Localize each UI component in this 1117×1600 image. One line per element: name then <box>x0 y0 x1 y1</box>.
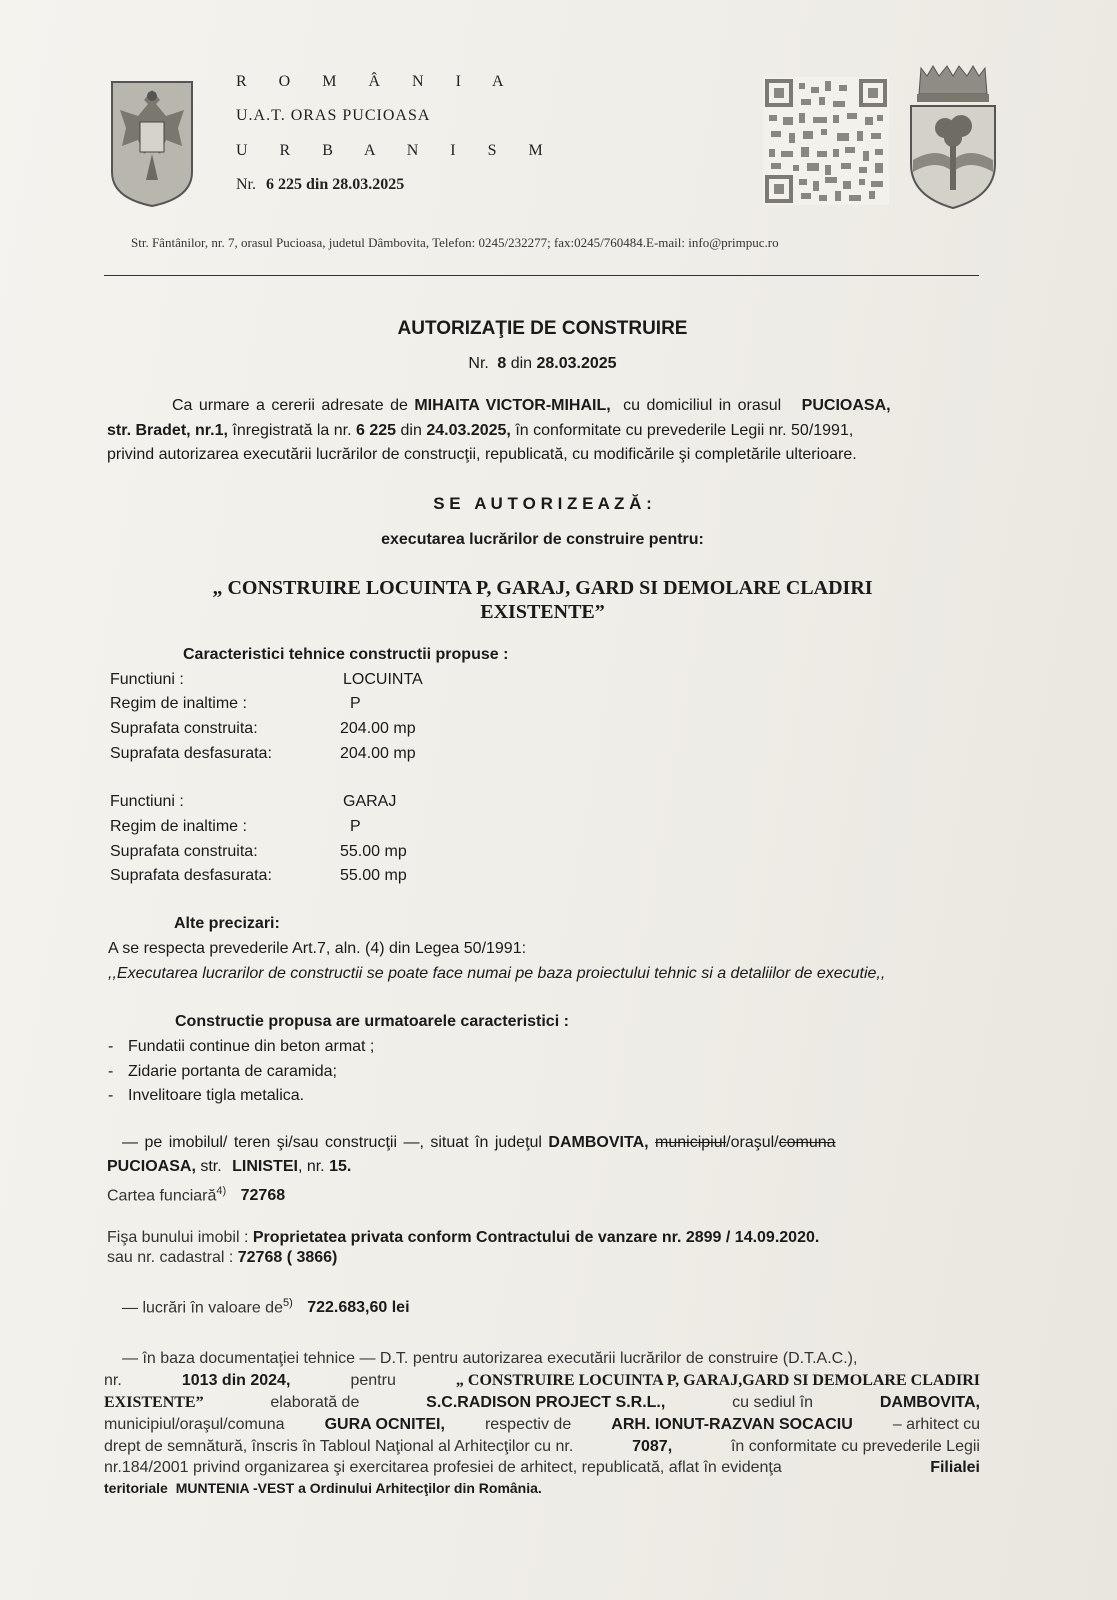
intro-text: în conformitate cu prevederile Legii nr. 50/1991, <box>515 422 854 439</box>
block2-regim-label: Regim de inaltime : <box>110 818 247 835</box>
architect-registry-number: 7087, <box>632 1438 673 1455</box>
applicant-street: str. Bradet, nr.1, <box>107 422 228 439</box>
baza-line-5 <box>104 1438 980 1456</box>
nr-cadastral <box>107 1249 337 1267</box>
imobil-city: PUCIOASA, <box>107 1158 196 1175</box>
baza-text-bold: a Ordinului Arhitecţilor din România. <box>298 1480 542 1496</box>
baza-line-1: — în baza documentaţiei tehnice — D.T. pentru autorizarea executării lucrărilor de construire (D.T.A.C.), <box>122 1350 858 1367</box>
baza-text: în conformitate cu prevederile Legii <box>730 1438 980 1455</box>
doc-nr-number: 8 <box>497 355 507 372</box>
list-item: - Zidarie portanta de caramida; <box>108 1063 337 1080</box>
list-item: - Fundatii continue din beton armat ; <box>108 1038 375 1055</box>
fisa-value: Proprietatea privata conform Contractului de vanzare nr. 2899 / 14.09.2020. <box>252 1229 820 1246</box>
intro-text: din <box>400 422 422 439</box>
baza-line-2 <box>104 1372 980 1390</box>
project-title-line-2: EXISTENTE” <box>480 601 605 623</box>
alte-precizari-title: Alte precizari: <box>174 915 280 932</box>
baza-line-3 <box>104 1394 980 1412</box>
header-address: Str. Fântânilor, nr. 7, orasul Pucioasa, judetul Dâmbovita, Telefon: 0245/232277; fax:0245/760484.E-mail: info@primpuc.ro <box>131 235 779 250</box>
list-item-text: Zidarie portanta de caramida; <box>128 1063 337 1080</box>
intro-text: cu domiciliul in orasul <box>623 397 782 414</box>
architect-name: ARH. IONUT-RAZVAN SOCACIU <box>611 1416 853 1433</box>
intro-text: înregistrată la nr. <box>232 422 352 439</box>
baza-text: elaborată de <box>270 1394 360 1411</box>
doc-nr-din: din <box>510 355 533 372</box>
imobil-str: str. <box>200 1158 222 1175</box>
fisa-bunului <box>107 1229 819 1247</box>
imobil-comuna-struck: comuna <box>778 1134 836 1151</box>
list-item-text: Invelitoare tigla metalica. <box>128 1087 305 1104</box>
imobil-oras: /oraşul/ <box>726 1134 779 1151</box>
lucrari-label: — lucrări în valoare de <box>122 1299 283 1317</box>
executarea-subheading: executarea lucrărilor de construire pentru: <box>381 531 704 548</box>
header-nr-label: Nr. <box>236 176 256 193</box>
block2-functiuni-value: GARAJ <box>343 793 397 810</box>
block1-sd-label: Suprafata desfasurata: <box>110 745 272 762</box>
applicant-name: MIHAITA VICTOR-MIHAIL, <box>414 397 611 414</box>
list-item-text: Fundatii continue din beton armat ; <box>128 1038 375 1055</box>
romania-coat-of-arms-icon <box>108 76 196 208</box>
se-autorizeaza-heading: S E A U T O R I Z E A Z Ă : <box>433 494 652 513</box>
baza-line-4 <box>104 1416 980 1434</box>
pucioasa-coat-of-arms-icon <box>907 64 999 210</box>
block1-sc-label: Suprafata construita: <box>110 720 258 737</box>
block1-sd-value: 204.00 mp <box>340 745 416 762</box>
block1-functiuni-label: Functiuni : <box>110 671 184 688</box>
baza-text: drept de semnătură, înscris în Tabloul Naţional al Arhitecţilor cu nr. <box>104 1438 574 1455</box>
baza-text: nr.184/2001 privind organizarea şi exercitarea profesiei de arhitect, republicată, aflat în evidenţa <box>104 1459 782 1476</box>
cadastral-value: 72768 ( 3866) <box>237 1249 338 1266</box>
tech-characteristics-title: Caracteristici tehnice constructii propuse : <box>183 646 509 663</box>
registration-number: 6 225 <box>356 422 397 439</box>
registration-date: 24.03.2025, <box>426 422 511 439</box>
baza-line-7 <box>104 1480 542 1496</box>
cartea-value: 72768 <box>240 1187 286 1205</box>
baza-text: – arhitect cu <box>892 1416 980 1433</box>
block1-regim-value: P <box>350 695 361 712</box>
branch-name: MUNTENIA -VEST <box>175 1480 295 1496</box>
dtac-project-title: „ CONSTRUIRE LOCUINTA P, GARAJ,GARD SI DEMOLARE CLADIRI <box>455 1372 980 1389</box>
block2-functiuni-label: Functiuni : <box>110 793 184 810</box>
fisa-label: Fişa bunului imobil : <box>107 1229 249 1246</box>
imobil-nr-value: 15. <box>329 1158 352 1175</box>
baza-text-bold: teritoriale <box>104 1480 168 1496</box>
header-department: U R B A N I S M <box>236 142 557 159</box>
intro-line-1 <box>172 397 891 415</box>
alte-precizari-line-1: A se respecta prevederile Art.7, aln. (4) din Legea 50/1991: <box>108 940 527 957</box>
lucrari-footnote: 5) <box>282 1297 293 1309</box>
doc-nr-date: 28.03.2025 <box>536 355 617 372</box>
baza-text: municipiul/oraşul/comuna <box>104 1416 285 1433</box>
document-number <box>0 355 1085 373</box>
dtac-number: 1013 din 2024, <box>181 1372 291 1389</box>
header-nr-value: 6 225 din 28.03.2025 <box>266 176 405 193</box>
block1-functiuni-value: LOCUINTA <box>343 671 423 688</box>
designer-judet: DAMBOVITA, <box>879 1394 980 1411</box>
applicant-city: PUCIOASA, <box>801 397 891 414</box>
block2-sc-value: 55.00 mp <box>340 843 407 860</box>
imobil-judet: DAMBOVITA, <box>548 1134 649 1151</box>
baza-text: cu sediul în <box>732 1394 814 1411</box>
project-title-line-1: „ CONSTRUIRE LOCUINTA P, GARAJ, GARD SI DEMOLARE CLADIRI <box>212 577 873 599</box>
imobil-line-1 <box>122 1134 836 1152</box>
caracteristici-title: Constructie propusa are urmatoarele caracteristici : <box>175 1013 569 1030</box>
header-divider <box>104 275 979 276</box>
imobil-line-2 <box>107 1158 351 1176</box>
baza-text: pentru <box>350 1372 396 1389</box>
cartea-footnote: 4) <box>216 1185 227 1197</box>
designer-locality: GURA OCNITEI, <box>324 1416 445 1433</box>
imobil-nr: , nr. <box>297 1158 325 1175</box>
qr-code-icon <box>763 77 889 205</box>
cadastral-label: sau nr. cadastral : <box>107 1249 234 1266</box>
intro-line-2 <box>107 422 853 440</box>
imobil-municipiu-struck: municipiul <box>655 1134 727 1151</box>
block1-regim-label: Regim de inaltime : <box>110 695 247 712</box>
baza-text: nr. <box>104 1372 122 1389</box>
intro-line-3: privind autorizarea executării lucrărilor de construcţii, republicată, cu modificările şi completările ulterioare. <box>107 446 857 463</box>
header-registration <box>236 176 404 194</box>
alte-precizari-quote: ,,Executarea lucrarilor de constructii se poate face numai pe baza proiectului tehnic si a detaliilor de executie,, <box>108 965 886 982</box>
cartea-label: Cartea funciară <box>107 1187 217 1205</box>
header-uat: U.A.T. ORAS PUCIOASA <box>236 107 431 124</box>
header-country: R O M Â N I A <box>236 73 518 90</box>
imobil-text: — pe imobilul/ teren şi/sau construcţii —, situat în judeţul <box>122 1134 542 1151</box>
baza-line-6 <box>104 1459 980 1477</box>
block2-sc-label: Suprafata construita: <box>110 843 258 860</box>
page-title: AUTORIZAŢIE DE CONSTRUIRE <box>397 318 688 339</box>
intro-text: Ca urmare a cererii adresate de <box>172 397 408 414</box>
imobil-street: LINISTEI <box>232 1158 298 1175</box>
doc-nr-prefix: Nr. <box>468 355 489 372</box>
block2-sd-value: 55.00 mp <box>340 867 407 884</box>
lucrari-value: 722.683,60 lei <box>307 1299 410 1317</box>
valoare-lucrari <box>122 1297 410 1317</box>
baza-text-bold: Filialei <box>930 1459 980 1476</box>
cartea-funciara <box>107 1185 285 1205</box>
dtac-project-title-end: EXISTENTE” <box>104 1394 204 1411</box>
designer-company: S.C.RADISON PROJECT S.R.L., <box>426 1394 666 1411</box>
block2-regim-value: P <box>350 818 361 835</box>
baza-text: respectiv de <box>484 1416 572 1433</box>
block1-sc-value: 204.00 mp <box>340 720 416 737</box>
block2-sd-label: Suprafata desfasurata: <box>110 867 272 884</box>
list-item: - Invelitoare tigla metalica. <box>108 1087 305 1104</box>
